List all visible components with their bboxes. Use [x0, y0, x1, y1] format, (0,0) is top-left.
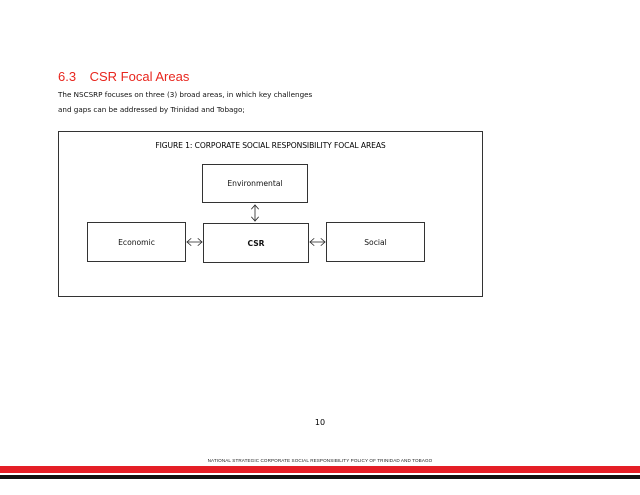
- social-box: [326, 222, 425, 262]
- figure-title: FIGURE 1: CORPORATE SOCIAL RESPONSIBILITY FOCAL AREAS: [155, 141, 386, 150]
- environmental-box: [202, 164, 308, 203]
- figure-frame: [58, 131, 483, 297]
- footer-title: NATIONAL STRATEGIC CORPORATE SOCIAL RESPONSIBILITY POLICY OF TRINIDAD AND TOBAGO: [207, 458, 433, 463]
- economic-label: Economic: [118, 237, 155, 247]
- figure-connectors: [59, 132, 484, 298]
- csr-label: CSR: [247, 238, 265, 248]
- social-label: Social: [364, 237, 387, 247]
- intro-paragraph-line-1: The NSCSRP focuses on three (3) broad areas, in which key challenges: [58, 90, 313, 99]
- economic-box: [87, 222, 186, 262]
- section-number: 6.3: [58, 69, 77, 84]
- csr-box: [203, 223, 309, 263]
- section-heading: [58, 69, 189, 84]
- intro-paragraph-line-2: and gaps can be addressed by Trinidad and Tobago;: [58, 105, 245, 114]
- arrow-environmental-csr: [252, 205, 259, 221]
- arrow-economic-csr: [187, 239, 202, 246]
- page-number: 10: [314, 418, 326, 427]
- section-title: CSR Focal Areas: [89, 69, 190, 84]
- footer-band-red: [0, 466, 640, 473]
- footer-band-black: [0, 475, 640, 479]
- environmental-label: Environmental: [227, 179, 283, 188]
- arrow-csr-social: [310, 239, 325, 246]
